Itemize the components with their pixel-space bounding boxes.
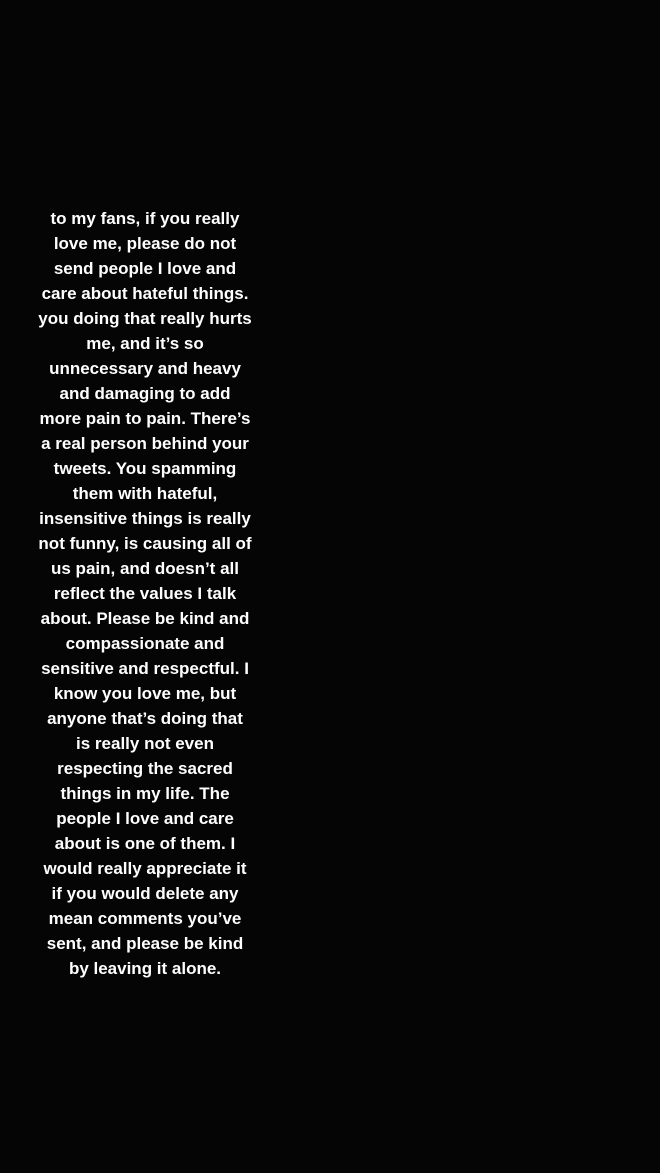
story-line-30: sent, and please be kind (46, 934, 244, 953)
story-line-5: you doing that really hurts (38, 309, 252, 328)
story-line-27: would really appreciate it (43, 859, 247, 878)
story-line-10: a real person behind your (41, 434, 249, 453)
story-line-23: respecting the sacred (57, 759, 233, 778)
story-line-21: anyone that’s doing that (47, 709, 243, 728)
story-line-1: to my fans, if you really (50, 209, 240, 228)
story-line-24: things in my life. The (60, 784, 230, 803)
story-line-8: and damaging to add (59, 384, 231, 403)
story-line-2: love me, please do not (53, 234, 237, 253)
story-line-19: sensitive and respectful. I (41, 659, 249, 678)
story-line-22: is really not even (76, 734, 214, 753)
story-line-20: know you love me, but (53, 684, 237, 703)
story-line-18: compassionate and (65, 634, 225, 653)
story-line-26: about is one of them. I (54, 834, 236, 853)
story-line-4: care about hateful things. (41, 284, 249, 303)
story-line-9: more pain to pain. There’s (39, 409, 251, 428)
story-line-14: not funny, is causing all of (38, 534, 252, 553)
story-line-7: unnecessary and heavy (49, 359, 241, 378)
story-line-11: tweets. You spamming (53, 459, 237, 478)
story-line-25: people I love and care (56, 809, 234, 828)
story-line-16: reflect the values I talk (53, 584, 237, 603)
story-text (16, 206, 274, 981)
story-line-31: by leaving it alone. (68, 959, 222, 978)
story-line-3: send people I love and (53, 259, 237, 278)
story-line-13: insensitive things is really (39, 509, 251, 528)
story-line-12: them with hateful, (72, 484, 218, 503)
story-line-6: me, and it’s so (86, 334, 204, 353)
story-line-15: us pain, and doesn’t all (51, 559, 239, 578)
story-line-28: if you would delete any (51, 884, 239, 903)
story-line-17: about. Please be kind and (40, 609, 250, 628)
story-line-29: mean comments you’ve (48, 909, 242, 928)
